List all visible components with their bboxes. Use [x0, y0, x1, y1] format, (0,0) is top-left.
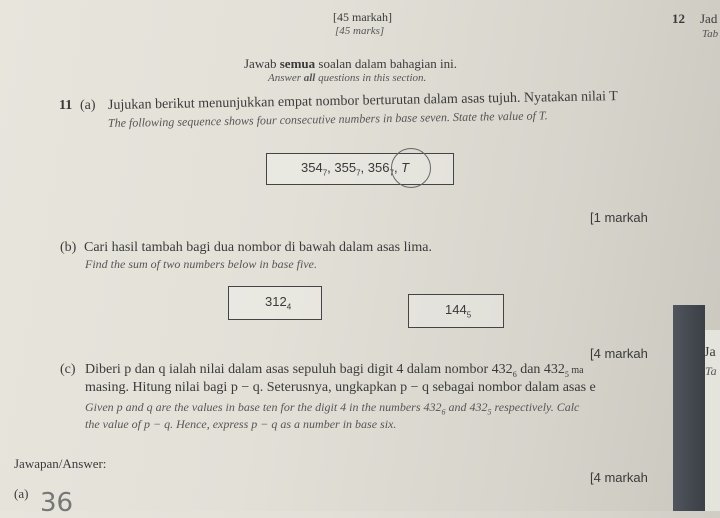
part-c-label: (c): [60, 362, 76, 377]
part-c-text-en-2: the value of p − q. Hence, express p − q as a number in base six.: [85, 417, 397, 431]
page-number: 12: [672, 11, 685, 26]
part-b-text-ms: Cari hasil tambah bagi dua nombor di bawah dalam asas lima.: [84, 240, 432, 255]
corner-ms: Jad: [700, 11, 718, 26]
part-b-text-en: Find the sum of two numbers below in base five.: [85, 257, 317, 271]
instruction-en: Answer all questions in this section.: [268, 72, 427, 84]
instruction-ms: Jawab semua soalan dalam bahagian ini.: [244, 56, 458, 71]
sequence-values: $354_7$, $355_7$, $356_7$, T: [301, 160, 410, 178]
number-2: $144_5$: [445, 302, 472, 320]
number-box-2: [408, 294, 504, 328]
page-edge-shadow: [673, 305, 705, 511]
part-c-marks: [4 markah: [590, 470, 648, 485]
part-a-text-en: The following sequence shows four consecutive numbers in base seven. State the value of T.: [107, 108, 548, 130]
part-a-label: (a): [80, 98, 96, 113]
part-b-label: (b): [60, 240, 77, 255]
answer-a-label: (a): [14, 486, 29, 501]
part-a-marks: [1 markah: [590, 210, 648, 225]
number-1: $312_4$: [265, 294, 292, 312]
part-c-text-ms-1: Diberi p dan q ialah nilai dalam asas sepuluh bagi digit 4 dalam nombor $432_6$ dan $432_5$ ma: [85, 362, 584, 379]
pen-circle-annotation: [391, 148, 431, 188]
part-c-text-ms-2: masing. Hitung nilai bagi p − q. Seterusnya, ungkapkan p − q sebagai nombor dalam asas e: [85, 380, 596, 395]
part-b-marks: [4 markah: [590, 346, 648, 361]
marks-en: [45 marks]: [335, 25, 385, 37]
marks-ms: [45 markah]: [333, 10, 392, 24]
handwritten-answer: 36: [40, 488, 74, 518]
part-a-text-ms: Jujukan berikut menunjukkan empat nombor berturutan dalam asas tujuh. Nyatakan nilai T: [107, 89, 618, 113]
part-c-text-en-1: Given p and q are the values in base ten for the digit 4 in the numbers $432_6$ and $432_5$ respectively. Calc: [85, 400, 580, 417]
question-number: 11: [59, 98, 73, 113]
number-box-1: [228, 286, 322, 320]
answer-label: Jawapan/Answer:: [14, 456, 107, 471]
corner-en: Tab: [702, 28, 719, 40]
side-en: Ta: [705, 364, 717, 378]
side-ms: Ja: [704, 345, 716, 360]
